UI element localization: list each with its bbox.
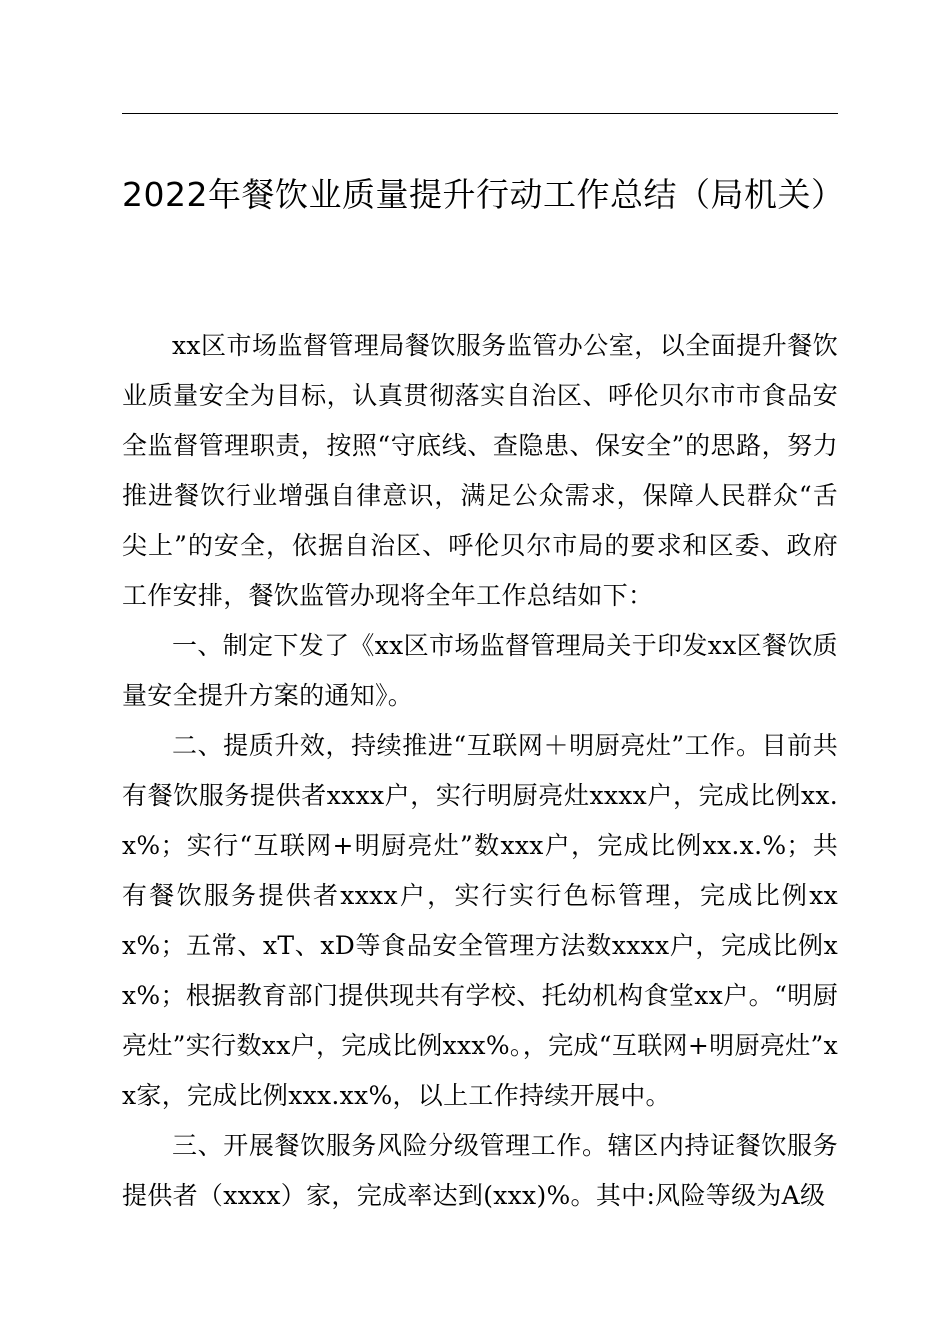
paragraph-item-2: 二、提质升效，持续推进“互联网＋明厨亮灶”工作。目前共有餐饮服务提供者xxxx户，实行明厨亮灶xxxx户，完成比例xx.x%；实行“互联网+明厨亮灶”数xxx户，完成比例xx.x.%；共有餐饮服务提供者xxxx户，实行实行色标管理，完成比例xxx%；五常、xT、xD等食品安全管理方法数xxxx户，完成比例xx%；根据教育部门提供现共有学校、托幼机构食堂xx户。“明厨亮灶”实行数xx户，完成比例xxx%。，完成“互联网+明厨亮灶”xx家，完成比例xxx.xx%，以上工作持续开展中。: [122, 731, 838, 1110]
header-rule: [122, 113, 838, 114]
document-title: 2022年餐饮业质量提升行动工作总结（局机关）: [122, 175, 845, 214]
paragraph-intro: xx区市场监督管理局餐饮服务监管办公室，以全面提升餐饮业质量安全为目标，认真贯彻落实自治区、呼伦贝尔市市食品安全监督管理职责，按照“守底线、查隐患、保安全”的思路，努力推进餐饮行业增强自律意识，满足公众需求，保障人民群众“舌尖上”的安全，依据自治区、呼伦贝尔市局的要求和区委、政府工作安排，餐饮监管办现将全年工作总结如下：: [122, 331, 838, 610]
document-body: [122, 321, 838, 1221]
paragraph-item-3: 三、开展餐饮服务风险分级管理工作。辖区内持证餐饮服务提供者（xxxx）家，完成率达到(xxx)%。其中:风险等级为A级: [122, 1131, 838, 1210]
paragraph-item-1: 一、制定下发了《xx区市场监督管理局关于印发xx区餐饮质量安全提升方案的通知》。: [122, 631, 838, 710]
